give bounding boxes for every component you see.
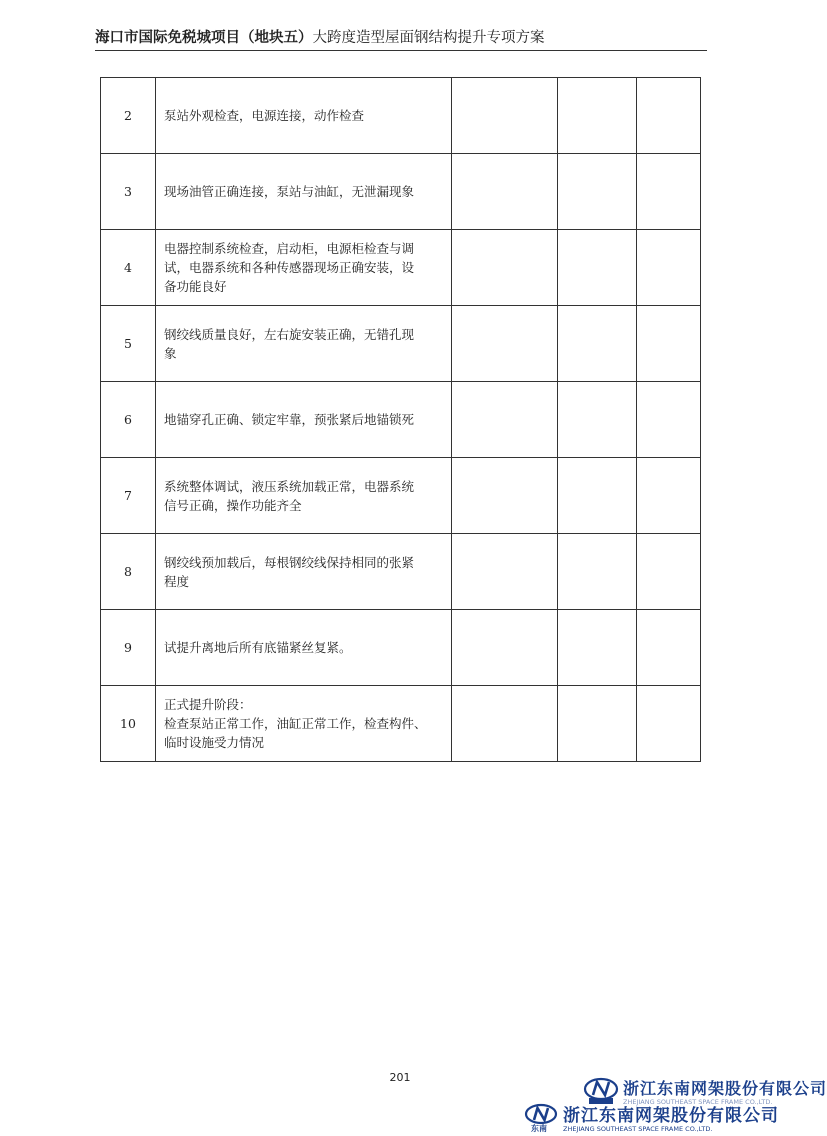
company-logo-secondary-mark-icon: [523, 1102, 559, 1132]
row-number: 10: [101, 686, 156, 762]
header-title-bold: 海口市国际免税城项目（地块五）: [95, 30, 313, 46]
row-content-line: 地锚穿孔正确、锁定牢靠，预张紧后地锚锁死: [164, 412, 415, 427]
row-content: [156, 230, 452, 306]
row-number: 9: [101, 610, 156, 686]
row-result-cell: [452, 534, 558, 610]
company-name-en: ZHEJIANG SOUTHEAST SPACE FRAME CO.,LTD.: [623, 1098, 773, 1106]
header-title-rest: 大跨度造型屋面钢结构提升专项方案: [312, 30, 545, 46]
row-inspector-cell: [558, 610, 637, 686]
row-content-line: 钢绞线预加载后，每根钢绞线保持相同的张紧: [164, 554, 415, 570]
table-row: [101, 382, 701, 458]
table-row: [101, 686, 701, 762]
table-row: [101, 458, 701, 534]
row-result-cell: [452, 154, 558, 230]
row-result-cell: [452, 382, 558, 458]
company-name-cn-secondary: 浙江东南网架股份有限公司: [563, 1106, 779, 1126]
row-result-cell: [452, 610, 558, 686]
row-remark-cell: [637, 686, 701, 762]
row-content-line: 备功能良好: [164, 279, 227, 294]
inspection-checklist-table: [100, 77, 701, 762]
row-content-line: 信号正确，操作功能齐全: [164, 497, 302, 513]
row-remark-cell: [637, 306, 701, 382]
row-content-line: 泵站外观检查，电源连接，动作检查: [164, 108, 365, 123]
row-inspector-cell: [558, 534, 637, 610]
row-inspector-cell: [558, 686, 637, 762]
table-row: [101, 610, 701, 686]
row-result-cell: [452, 458, 558, 534]
row-content: [156, 610, 452, 686]
row-inspector-cell: [558, 306, 637, 382]
row-content: [156, 78, 452, 154]
row-remark-cell: [637, 154, 701, 230]
row-remark-cell: [637, 534, 701, 610]
row-content-line: 象: [164, 345, 177, 361]
row-content-line: 正式提升阶段：: [164, 697, 252, 712]
row-content-line: 程度: [164, 573, 190, 589]
row-content-line: 试提升离地后所有底锚紧丝复紧。: [164, 640, 352, 655]
row-inspector-cell: [558, 458, 637, 534]
row-remark-cell: [637, 78, 701, 154]
row-number: 4: [101, 230, 156, 306]
row-number: 6: [101, 382, 156, 458]
row-remark-cell: [637, 610, 701, 686]
row-content: [156, 154, 452, 230]
row-result-cell: [452, 78, 558, 154]
table-row: [101, 534, 701, 610]
row-number: 3: [101, 154, 156, 230]
row-content: [156, 686, 452, 762]
row-inspector-cell: [558, 230, 637, 306]
row-result-cell: [452, 306, 558, 382]
row-content-line: 钢绞线质量良好，左右旋安装正确，无错孔现: [164, 326, 415, 342]
table-row: [101, 154, 701, 230]
table-row: [101, 78, 701, 154]
row-remark-cell: [637, 230, 701, 306]
row-content-line: 临时设施受力情况: [164, 735, 265, 750]
row-content: [156, 458, 452, 534]
table-row: [101, 230, 701, 306]
row-inspector-cell: [558, 78, 637, 154]
row-inspector-cell: [558, 154, 637, 230]
row-content-line: 系统整体调试，液压系统加载正常，电器系统: [164, 478, 415, 494]
row-number: 8: [101, 534, 156, 610]
row-remark-cell: [637, 382, 701, 458]
checklist-body: [101, 78, 701, 762]
page-header: [95, 26, 707, 51]
row-result-cell: [452, 686, 558, 762]
row-inspector-cell: [558, 382, 637, 458]
page-number: 201: [389, 1071, 411, 1084]
table-row: [101, 306, 701, 382]
row-content-line: 检查泵站正常工作，油缸正常工作，检查构件、: [164, 716, 427, 731]
company-logo-secondary: [523, 1101, 779, 1133]
row-number: 5: [101, 306, 156, 382]
company-name-cn: 浙江东南网架股份有限公司: [623, 1079, 827, 1098]
company-name-en-secondary: ZHEJIANG SOUTHEAST SPACE FRAME CO.,LTD.: [563, 1125, 713, 1133]
row-content-line: 现场油管正确连接，泵站与油缸，无泄漏现象: [164, 184, 415, 199]
row-content: [156, 306, 452, 382]
row-number: 2: [101, 78, 156, 154]
row-content: [156, 382, 452, 458]
row-remark-cell: [637, 458, 701, 534]
row-content: [156, 534, 452, 610]
row-content-line: 电器控制系统检查，启动柜，电源柜检查与调: [164, 241, 415, 256]
logo-mark-text: 东南: [531, 1124, 547, 1133]
row-content-line: 试，电器系统和各种传感器现场正确安装，设: [164, 260, 415, 275]
row-result-cell: [452, 230, 558, 306]
row-number: 7: [101, 458, 156, 534]
